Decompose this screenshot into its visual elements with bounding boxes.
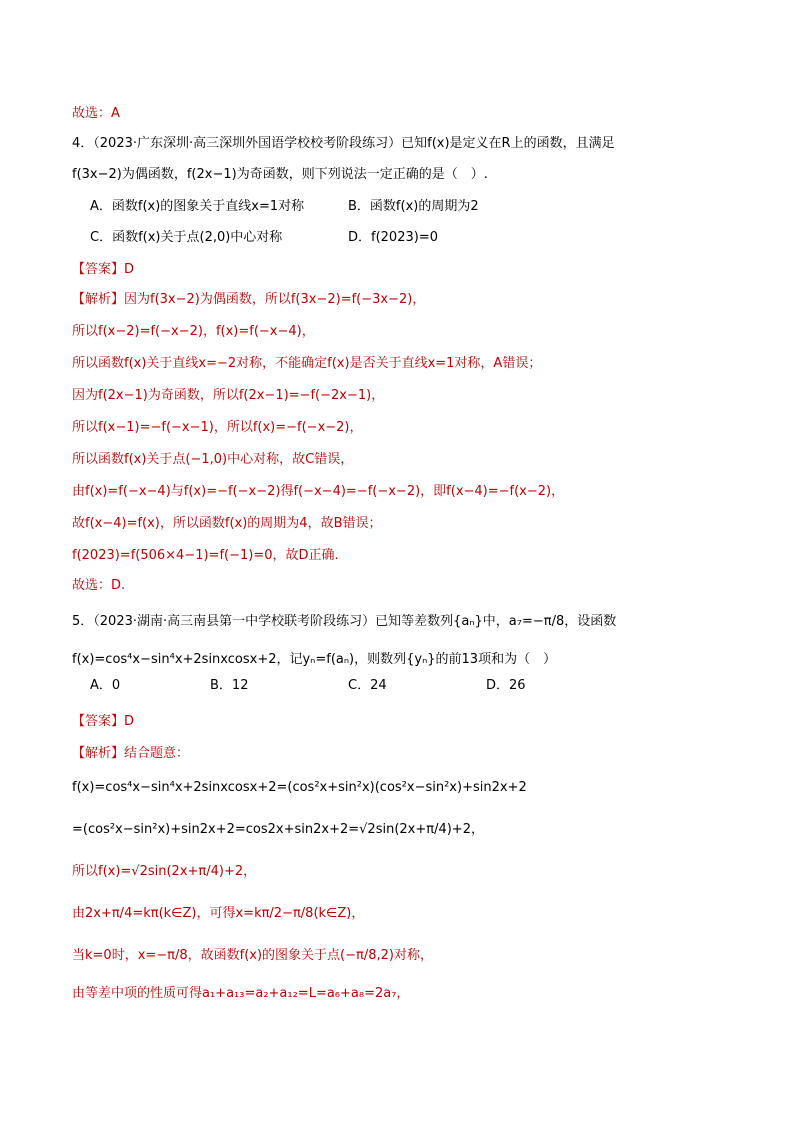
text-line: 故选：A [72, 106, 120, 121]
text-line: 所以f(x)=√2sin(2x+π/4)+2， [72, 864, 257, 879]
text-line: 因为f(2x−1)为奇函数，所以f(2x−1)=−f(−2x−1)， [72, 388, 385, 403]
answer-option: D．f(2023)=0 [348, 230, 438, 245]
text-line: 故f(x−4)=f(x)，所以函数f(x)的周期为4，故B错误； [72, 516, 382, 531]
answer-option: B．12 [210, 678, 249, 693]
text-line: 【答案】D [72, 714, 135, 729]
answer-option: A．0 [90, 678, 121, 693]
answer-option: A．函数f(x)的图象关于直线x=1对称 [90, 199, 305, 214]
text-line: 4．（2023·广东深圳·高三深圳外国语学校校考阶段练习）已知f(x)是定义在R上的函数，且满足 [72, 136, 615, 151]
text-line: 由2x+π/4=kπ(k∈Z)，可得x=kπ/2−π/8(k∈Z)， [72, 906, 365, 921]
text-line: f(2023)=f(506×4−1)=f(−1)=0，故D正确. [72, 548, 339, 563]
text-line: 由f(x)=f(−x−4)与f(x)=−f(−x−2)得f(−x−4)=−f(−x−2)，即f(x−4)=−f(x−2)， [72, 484, 565, 499]
text-line: 5．（2023·湖南·高三南县第一中学校联考阶段练习）已知等差数列{aₙ}中，a₇=−π/8，设函数 [72, 614, 617, 629]
text-line: f(x)=cos⁴x−sin⁴x+2sinxcosx+2，记yₙ=f(aₙ)，则数列{yₙ}的前13项和为（ ） [72, 652, 557, 667]
text-line: 所以函数f(x)关于直线x=−2对称，不能确定f(x)是否关于直线x=1对称，A错误； [72, 356, 542, 371]
answer-option: C．函数f(x)关于点(2,0)中心对称 [90, 230, 283, 245]
text-line: f(3x−2)为偶函数，f(2x−1)为奇函数，则下列说法一定正确的是（ ）. [72, 167, 488, 182]
text-line: 当k=0时，x=−π/8，故函数f(x)的图象关于点(−π/8,2)对称， [72, 948, 433, 963]
text-line: 所以函数f(x)关于点(−1,0)中心对称，故C错误， [72, 452, 354, 467]
answer-option: C．24 [348, 678, 387, 693]
text-line: 【解析】结合题意： [72, 746, 190, 761]
text-line: 所以f(x−1)=−f(−x−1)，所以f(x)=−f(−x−2)， [72, 420, 363, 435]
text-line: 由等差中项的性质可得a₁+a₁₃=a₂+a₁₂=L=a₆+a₈=2a₇， [72, 986, 410, 1001]
text-line: 所以f(x−2)=f(−x−2)，f(x)=f(−x−4)， [72, 324, 315, 339]
text-line: 【答案】D [72, 262, 135, 277]
answer-option: B．函数f(x)的周期为2 [348, 199, 479, 214]
text-line: =(cos²x−sin²x)+sin2x+2=cos2x+sin2x+2=√2sin(2x+π/4)+2， [72, 822, 484, 837]
text-line: f(x)=cos⁴x−sin⁴x+2sinxcosx+2=(cos²x+sin²x)(cos²x−sin²x)+sin2x+2 [72, 780, 527, 795]
text-line: 【解析】因为f(3x−2)为偶函数，所以f(3x−2)=f(−3x−2)， [72, 292, 426, 307]
answer-option: D．26 [486, 678, 526, 693]
text-line: 故选：D. [72, 578, 126, 593]
